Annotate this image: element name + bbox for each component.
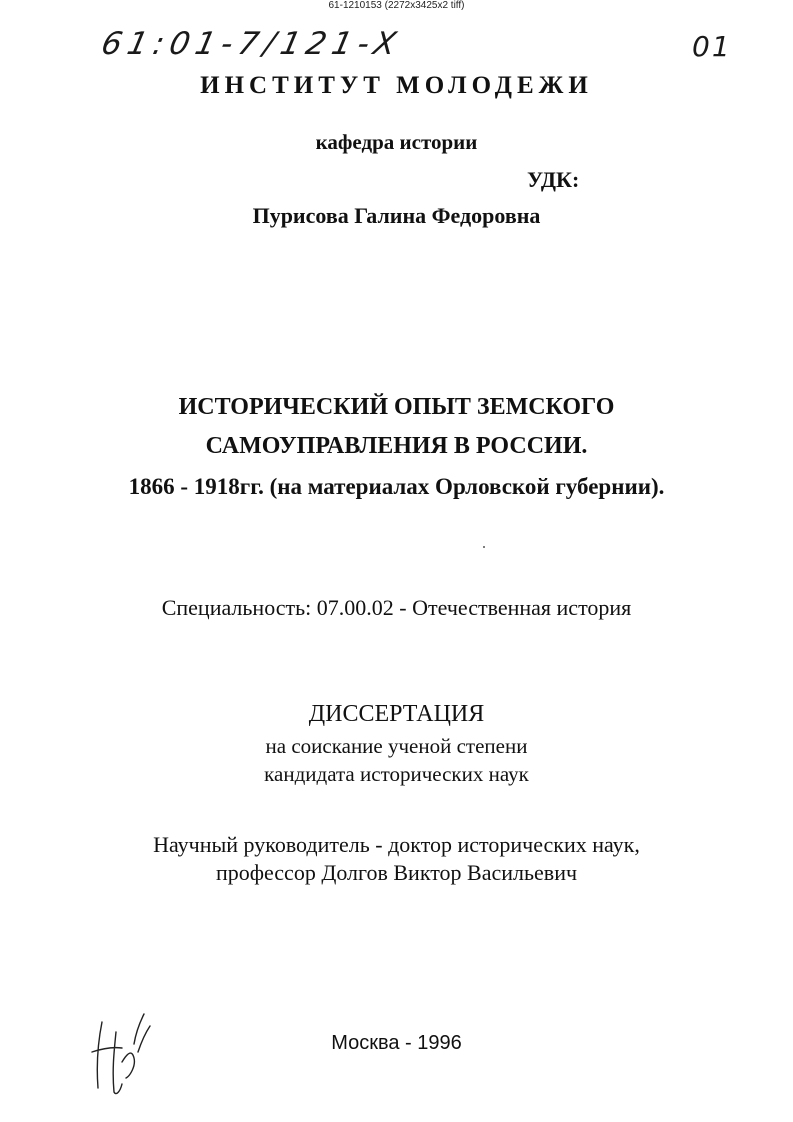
supervisor-line-2: профессор Долгов Виктор Васильевич — [215, 860, 578, 885]
degree-line-2: кандидата исторических наук — [264, 762, 529, 786]
author-name: Пурисова Галина Федоровна — [252, 203, 541, 228]
title-line-3: 1866 - 1918гг. (на материалах Орловской губернии). — [128, 474, 665, 499]
degree-line-1: на соискание ученой степени — [265, 734, 528, 758]
scan-speck — [483, 546, 485, 548]
supervisor-line-1: Научный руководитель - доктор исторических наук, — [153, 832, 640, 857]
title-line-2: САМОУПРАВЛЕНИЯ В РОССИИ. — [205, 433, 588, 459]
title-line-1: ИСТОРИЧЕСКИЙ ОПЫТ ЗЕМСКОГО — [178, 394, 615, 420]
city-year: Москва - 1996 — [331, 1032, 462, 1054]
specialty: Специальность: 07.00.02 - Отечественная история — [161, 595, 632, 620]
handwritten-archive-code: 61:01-7/121-X — [98, 26, 406, 62]
handwritten-corner-mark: 01 — [692, 30, 732, 63]
dissertation-heading: ДИССЕРТАЦИЯ — [308, 701, 485, 727]
department-name: кафедра истории — [315, 130, 478, 154]
udk-label: УДК: — [527, 167, 580, 192]
scan-header: 61-1210153 (2272x3425x2 tiff) — [328, 0, 465, 11]
institute-name: ИНСТИТУТ МОЛОДЕЖИ — [200, 72, 593, 99]
